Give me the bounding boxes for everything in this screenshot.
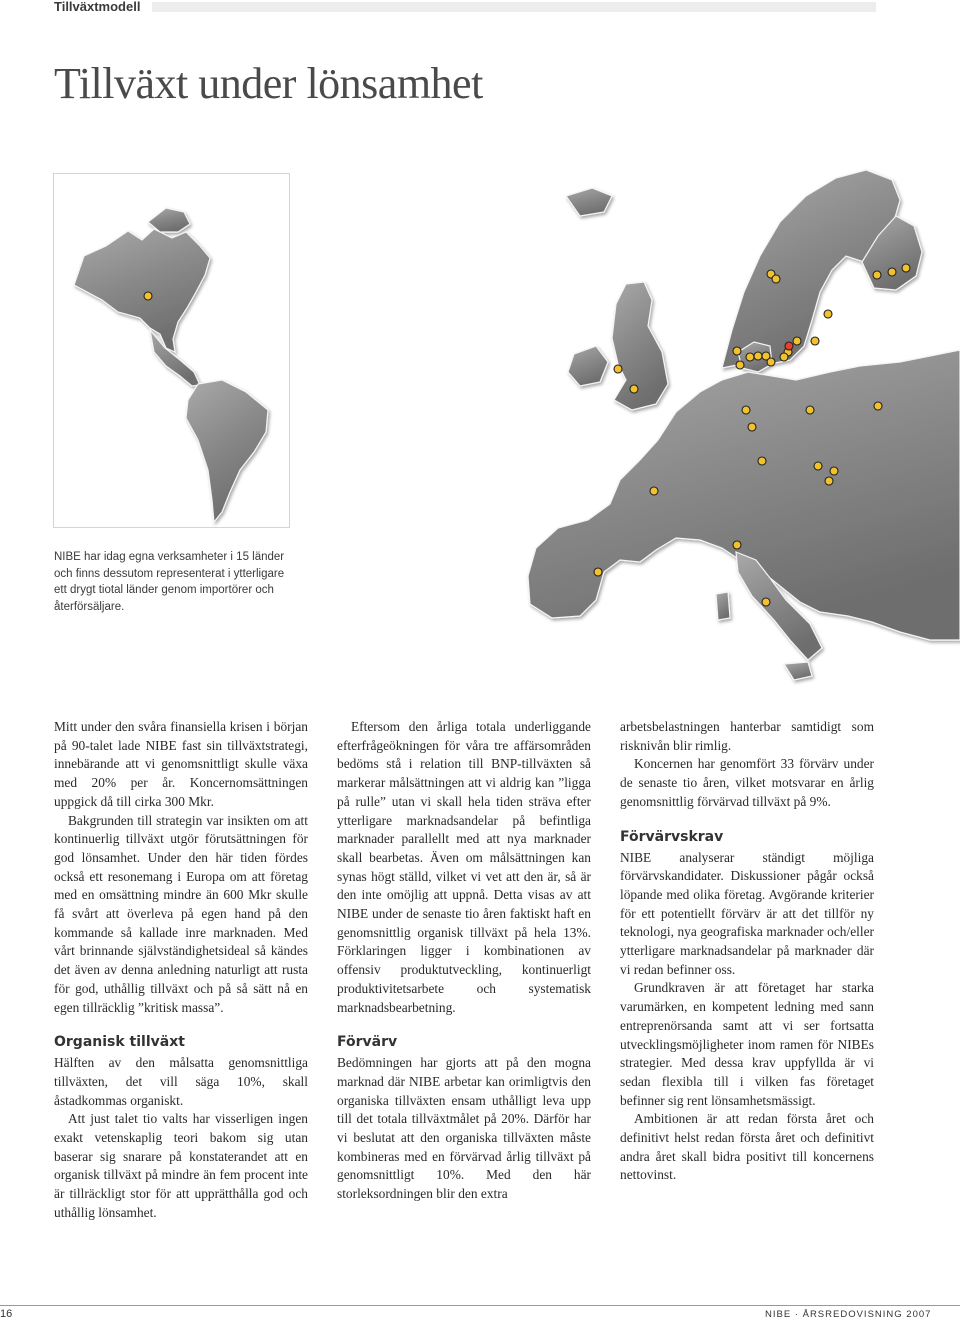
paragraph: Bedömningen har gjorts att på den mogna marknad där NIBE arbetar kan orimligtvis den organiska tillväxten ensam uthålligt leva upp till det totala tillväxtmålet på 20%. Därför har vi beslutat att den organiska tillväxten måste kombineras med en förvärvad årlig tillväxt på genomsnittligt 10%. Med den här storleksordningen blir den extra xyxy=(337,1055,591,1202)
location-marker-primary xyxy=(785,342,793,350)
location-marker xyxy=(873,271,881,279)
great-britain-shape xyxy=(612,282,668,410)
paragraph: Eftersom den årliga totala underliggande efterfrågeökningen för våra tre affärsområden bedöms stå i relation till BNP-tillväxten så markerar målsättningen att vi aldrig kan ”ligga på rulle” utan vi skall hela tiden sträva efter ytterligare marknadsandelar på befintliga marknader parallellt med att nya marknader skall bearbetas. Även om målsättningen kan synas högt ställd, vilket vi vet att den är, så är den inte omöjlig att uppnå. Detta visas av att NIBE under de senaste tio åren faktiskt haft en genomsnittlig organisk tillväxt på hela 13%. Förklaringen ligger i kombinationen av offensiv produktutveckling, kontinuerligt produktivitetsarbete och systematisk marknadsbearbetning. xyxy=(337,719,591,1015)
continental-europe-shape xyxy=(528,350,960,640)
location-marker xyxy=(830,467,838,475)
location-marker xyxy=(758,457,766,465)
page-number: 16 xyxy=(0,1308,13,1320)
location-marker xyxy=(780,353,788,361)
text-column-2 xyxy=(337,718,591,1204)
paragraph: Ambitionen är att redan första året och definitivt helst redan första året och definitivt andra året skall bidra positivt till koncernens nettovinst. xyxy=(620,1111,874,1183)
location-marker xyxy=(736,361,744,369)
location-marker xyxy=(762,598,770,606)
location-marker xyxy=(874,402,882,410)
location-marker xyxy=(793,337,801,345)
heading-forvarvskrav: Förvärvskrav xyxy=(620,828,724,845)
central-america-shape xyxy=(150,330,200,386)
location-marker xyxy=(806,406,814,414)
location-marker xyxy=(888,268,896,276)
north-america-shape xyxy=(74,229,210,352)
ireland-shape xyxy=(568,346,608,386)
location-marker xyxy=(824,310,832,318)
location-marker xyxy=(614,365,622,373)
sardinia-shape xyxy=(716,592,730,620)
text-column-1 xyxy=(54,718,308,1223)
paragraph: Att just talet tio valts har visserligen ingen exakt vetenskaplig teori bakom sig utan baserar sig snarare på konstaterandet att en organisk tillväxt på mindre än fem procent inte är tillräckligt stor för att upprätthålla god och uthållig lönsamhet. xyxy=(54,1111,308,1220)
location-marker xyxy=(630,385,638,393)
location-marker xyxy=(811,337,819,345)
paragraph: NIBE analyserar ständigt möjliga förvärvskandidater. Diskussioner pågår också löpande med olika företag. Avgörande kriterier för ett potentiellt förvärv är att det tillför ny teknologi, nya geografiska marknader och/eller ytterligare marknadsandelar på marknader där vi redan befinner oss. xyxy=(620,849,874,977)
paragraph: Bakgrunden till strategin var insikten om att kontinuerlig tillväxt utgör förutsättningen för god lönsamhet. Under den här tiden fördes också ett resonemang i Europa om att företag med en omsättning mindre än 600 Mkr skulle få svårt att överleva på egen hand på den kommande så kallade inre marknaden. Med vårt brinnande självständighetsideal så kändes det även av denna anledning naturligt att rusta för god, uthållig tillväxt och på så sätt nå en egen tillräcklig ”kritisk massa”. xyxy=(54,812,308,1015)
location-marker xyxy=(767,358,775,366)
iceland-shape xyxy=(566,188,612,216)
map-caption: NIBE har idag egna verksamheter i 15 länder och finns dessutom representerat i ytterligare ett drygt tiotal länder genom importörer och återförsäljare. xyxy=(54,551,285,613)
location-marker xyxy=(814,462,822,470)
location-marker xyxy=(754,352,762,360)
location-marker xyxy=(650,487,658,495)
location-marker xyxy=(144,292,152,300)
location-marker xyxy=(733,541,741,549)
south-america-shape xyxy=(186,380,268,522)
location-marker xyxy=(748,423,756,431)
location-marker xyxy=(733,347,741,355)
location-marker xyxy=(825,477,833,485)
paragraph: arbetsbelastningen hanterbar samtidigt som risknivån blir rimlig. xyxy=(620,719,874,753)
publication-footer: NIBE · ÅRSREDOVISNING 2007 xyxy=(765,1309,932,1320)
sicily-shape xyxy=(784,662,812,680)
section-label: Tillväxtmodell xyxy=(54,0,141,14)
location-marker xyxy=(742,406,750,414)
paragraph: Koncernen har genomfört 33 förvärv under de senaste tio åren, vilket motsvarar en årlig genomsnittlig förvärvad tillväxt på 9%. xyxy=(620,756,874,809)
page-title: Tillväxt under lönsamhet xyxy=(54,59,483,108)
arctic-islands-shape xyxy=(148,208,190,232)
paragraph: Hälften av den målsatta genomsnittliga tillväxten, det vill säga 10%, skall åstadkommas organiskt. xyxy=(54,1055,308,1108)
location-marker xyxy=(746,353,754,361)
paragraph: Mitt under den svåra finansiella krisen i början på 90-talet lade NIBE fast sin tillväxtstrategi, innebärande att vi genomsnittligt skulle växa med 20% per år. Koncernomsättningen uppgick då till cirka 300 Mkr. xyxy=(54,719,308,809)
location-marker xyxy=(772,275,780,283)
text-column-3 xyxy=(620,718,874,1185)
footer-rule xyxy=(0,1305,960,1306)
heading-forvarv: Förvärv xyxy=(337,1034,398,1051)
location-marker xyxy=(902,264,910,272)
paragraph: Grundkraven är att företaget har starka varumärken, en kompetent ledning med sann entreprenörsanda samt att vi ser fortsatta utvecklingsmöjligheter inom ramen för NIBEs strategier. Med dessa krav uppfyllda är vi sedan flexibla till i vilken fas företaget befinner sig rent lönsamhetsmässigt. xyxy=(620,980,874,1108)
heading-organisk-tillvaxt: Organisk tillväxt xyxy=(54,1034,185,1051)
location-marker xyxy=(594,568,602,576)
